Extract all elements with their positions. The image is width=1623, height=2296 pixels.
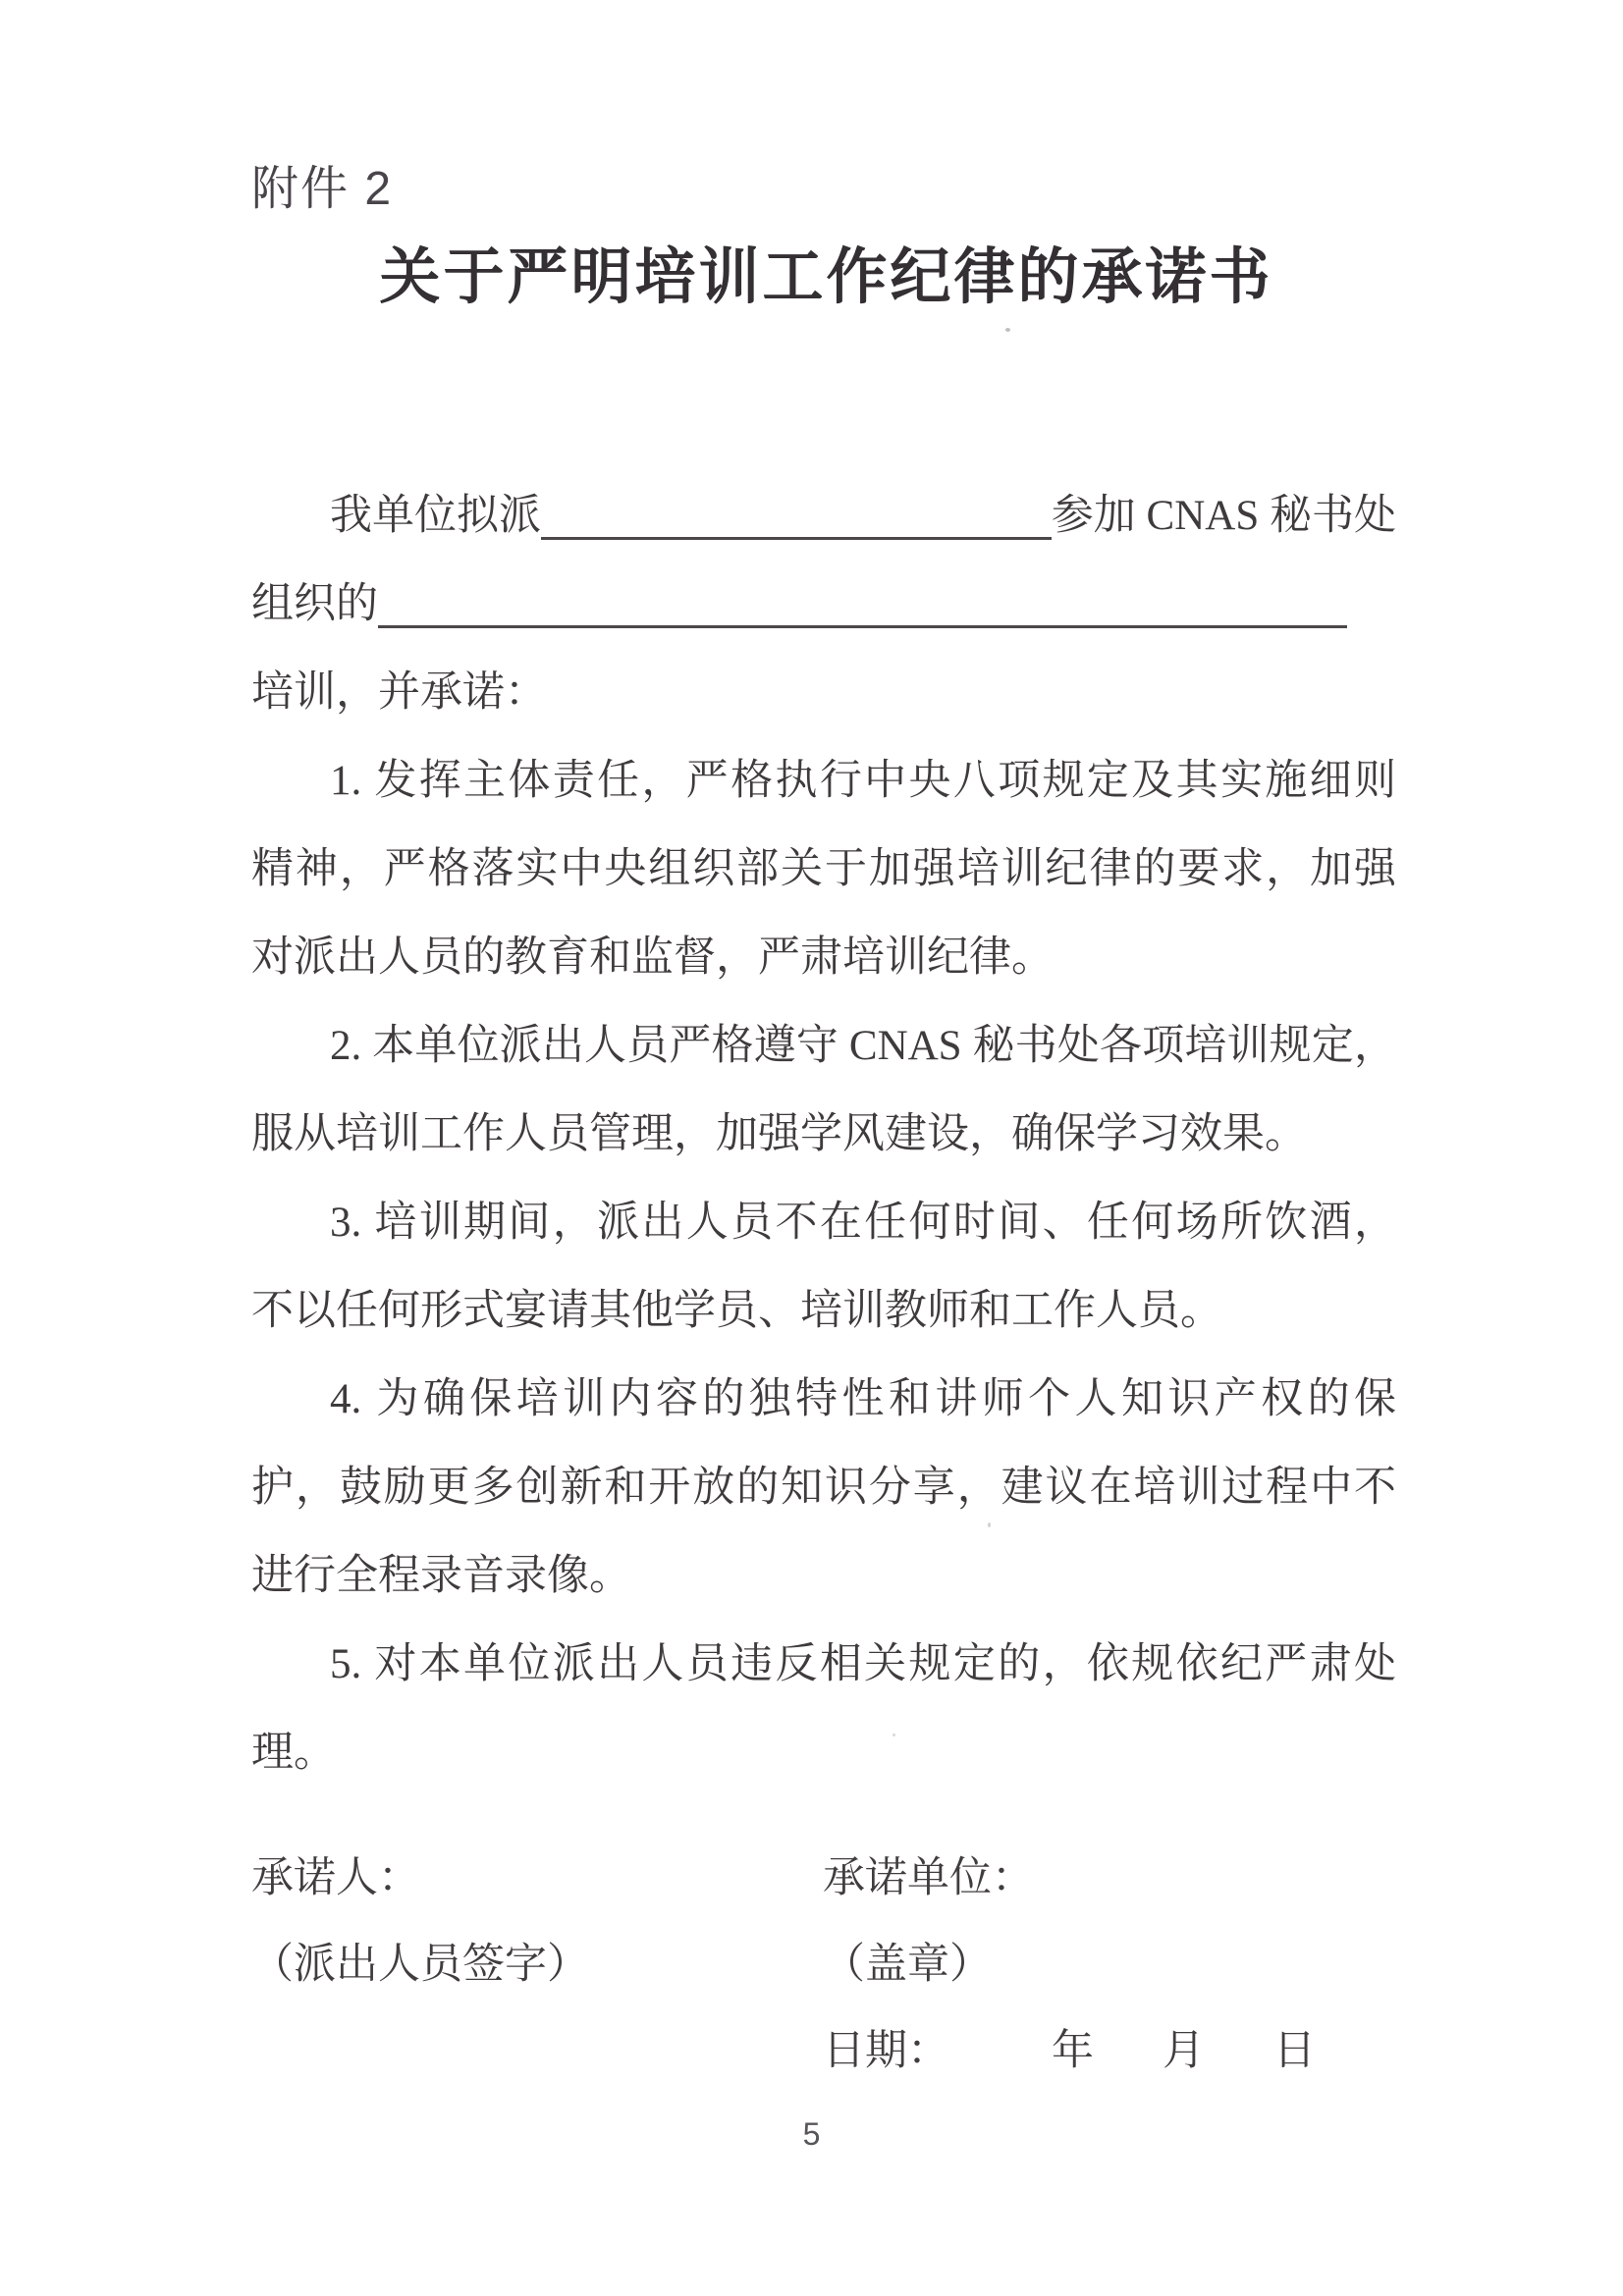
- month-label: 月: [1163, 2028, 1205, 2074]
- page-number: 5: [802, 2116, 821, 2152]
- attachment-label: 附件 2: [251, 163, 394, 215]
- document-title: 关于严明培训工作纪律的承诺书: [379, 243, 1273, 311]
- intro-line2-prefix: 组织的: [251, 581, 378, 627]
- intro-line-3: 培训，并承诺：: [251, 669, 547, 716]
- unit-seal-note: （盖章）: [823, 1942, 992, 1988]
- scan-speck: [1005, 328, 1010, 332]
- commitment-1-line-1: 1. 发挥主体责任，严格执行中央八项规定及其实施细则: [330, 758, 1396, 804]
- year-label: 年: [1052, 2028, 1094, 2074]
- commitment-1-line-2: 精神，严格落实中央组织部关于加强培训纪律的要求，加强: [251, 846, 1396, 892]
- intro-line1-prefix: 我单位拟派: [330, 493, 541, 539]
- commitment-4-line-1: 4. 为确保培训内容的独特性和讲师个人知识产权的保: [330, 1376, 1396, 1422]
- intro-line1-suffix: 参加 CNAS 秘书处: [1051, 493, 1396, 539]
- commitment-2-line-2: 服从培训工作人员管理，加强学风建设，确保学习效果。: [251, 1111, 1307, 1157]
- day-label: 日: [1273, 2028, 1316, 2074]
- commitment-5-line-1: 5. 对本单位派出人员违反相关规定的，依规依纪严肃处: [330, 1641, 1396, 1687]
- promiser-label: 承诺人：: [251, 1855, 420, 1901]
- date-label: 日期：: [823, 2028, 949, 2074]
- commitment-2-line-1: 2. 本单位派出人员严格遵守 CNAS 秘书处各项培训规定，: [330, 1023, 1396, 1069]
- commitment-3-line-1: 3. 培训期间，派出人员不在任何时间、任何场所饮酒，: [330, 1200, 1396, 1246]
- commitment-5-line-2: 理。: [251, 1730, 336, 1776]
- scan-speck: [893, 1734, 895, 1736]
- unit-label: 承诺单位：: [823, 1855, 1034, 1901]
- intro-line-2: [251, 579, 1347, 630]
- date-line: [823, 2026, 1316, 2077]
- intro-line-1: [251, 491, 1396, 542]
- commitment-3-line-2: 不以任何形式宴请其他学员、培训教师和工作人员。: [251, 1288, 1222, 1334]
- commitment-4-line-3: 进行全程录音录像。: [251, 1553, 631, 1599]
- commitment-1-line-3: 对派出人员的教育和监督，严肃培训纪律。: [251, 934, 1054, 981]
- scan-speck: [988, 1522, 991, 1527]
- commitment-4-line-2: 护，鼓励更多创新和开放的知识分享，建议在培训过程中不: [251, 1465, 1396, 1511]
- fill-in-blank-training-name: [378, 579, 1347, 628]
- fill-in-blank-unit-person: [541, 491, 1052, 540]
- promiser-note: （派出人员签字）: [251, 1942, 589, 1988]
